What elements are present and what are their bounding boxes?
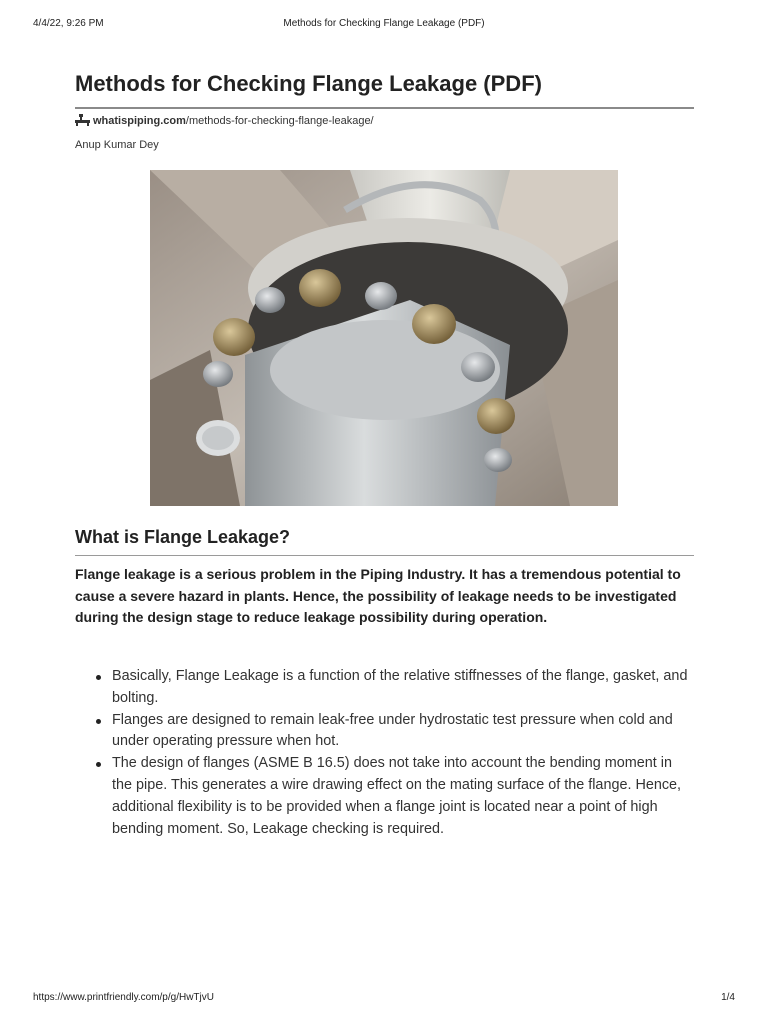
print-footer: [33, 992, 735, 1006]
list-item: [75, 753, 695, 840]
footer-url[interactable]: https://www.printfriendly.com/p/g/HwTjvU: [33, 992, 214, 1003]
lead-paragraph: Flange leakage is a serious problem in the Piping Industry. It has a tremendous potential to cause a severe hazard in plants. Hence, the possibility of leakage needs to be investigated during the design stage to reduce leakage possibility during operation.: [75, 566, 681, 626]
pipe-icon: [75, 114, 90, 129]
page-title: Methods for Checking Flange Leakage (PDF): [75, 71, 542, 96]
bullet-list: [75, 666, 695, 840]
source-link[interactable]: [75, 114, 374, 128]
author-name: Anup Kumar Dey: [75, 139, 159, 151]
list-item: [75, 710, 695, 754]
list-item-text: The design of flanges (ASME B 16.5) does not take into account the bending moment in the pipe. This generates a wire drawing effect on the mating surface of the flange. Hence, additional flexibility is to be provided when a flange joint is located near a point of high bending moment. So, Leakage checking is required.: [112, 755, 682, 837]
bullet-dot: [96, 719, 101, 724]
list-item-text: Flanges are designed to remain leak-free under hydrostatic test pressure when cold and under operating pressure when hot.: [112, 711, 673, 750]
section-heading: What is Flange Leakage?: [75, 527, 291, 547]
list-item: [75, 666, 695, 710]
print-header: [33, 18, 735, 32]
flange-photo: [150, 170, 618, 506]
title-divider: [75, 107, 694, 109]
print-document-title: Methods for Checking Flange Leakage (PDF): [283, 18, 485, 29]
list-item-text: Basically, Flange Leakage is a function of the relative stiffnesses of the flange, gasket, and bolting.: [112, 668, 688, 706]
source-path: /methods-for-checking-flange-leakage/: [185, 115, 374, 127]
bullet-dot: [96, 675, 101, 680]
print-datetime: 4/4/22, 9:26 PM: [33, 18, 104, 29]
bullet-dot: [96, 762, 101, 767]
page-number: 1/4: [721, 992, 735, 1003]
section-divider: [75, 555, 694, 556]
source-domain: whatispiping.com: [93, 115, 186, 127]
